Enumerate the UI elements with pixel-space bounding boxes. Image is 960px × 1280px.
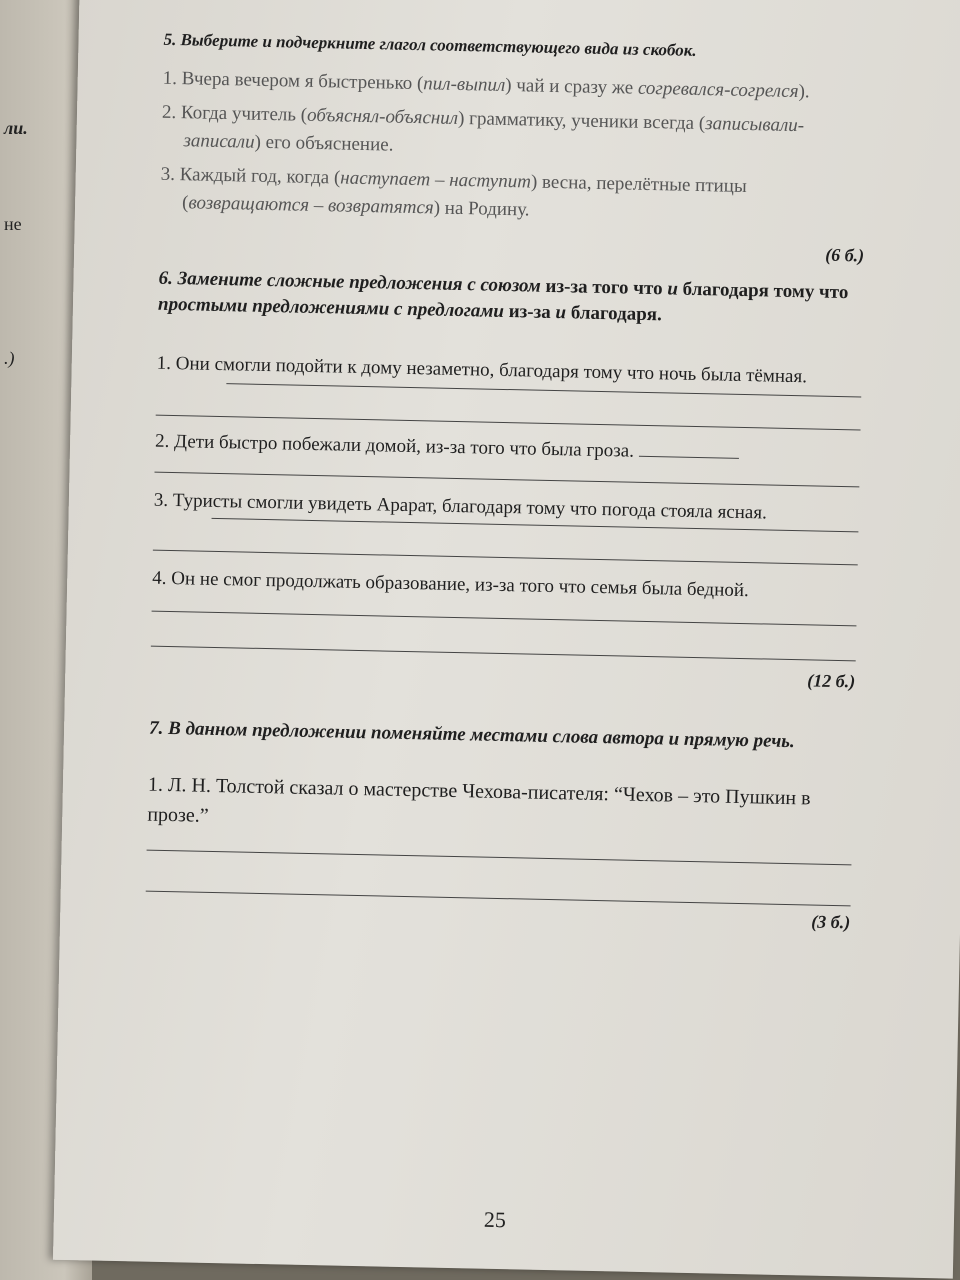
task-7-title: 7. В данном предложении поменяйте местами слова автора и прямую речь. [148, 717, 795, 753]
answer-line[interactable] [154, 472, 859, 488]
task-5-item-1: 1. Вчера вечером я быстренько (пил-выпил) чай и сразу же согревался-согрелся). [162, 67, 810, 103]
task-6-score: (12 б.) [807, 670, 856, 692]
answer-line[interactable] [153, 550, 858, 566]
answer-line[interactable] [147, 850, 852, 866]
task-5-item-3: 3. Каждый год, когда (наступает – наступит) весна, перелётные птицы (возвращаются – возвратятся) на Родину. [160, 163, 747, 221]
left-page-fragment: ли. [4, 118, 28, 138]
task-5 [159, 27, 869, 267]
page-number: 25 [483, 1206, 507, 1233]
task-7-item-1: 1. Л. Н. Толстой сказал о мастерстве Чехова-писателя: “Чехов – это Пушкин в прозе.” [147, 773, 811, 827]
task-6-item-1: 1. Они смогли подойти к дому незаметно, благодаря тому что ночь была тёмная. [156, 352, 808, 388]
left-page-fragment: не [4, 214, 22, 234]
task-5-score: (6 б.) [825, 244, 865, 266]
answer-line[interactable] [639, 442, 739, 459]
task-6-item-3: 3. Туристы смогли увидеть Арарат, благодаря тому что погода стояла ясная. [153, 489, 768, 524]
task-5-item-2: 2. Когда учитель (объяснял-объяснил) грамматику, ученики всегда (записывали-записали) его объяснение. [161, 101, 805, 156]
task-6-title: 6. Замените сложные предложения с союзом из-за того что и благодаря тому что простыми предложениями с предлогами из-за и благодаря. [157, 267, 849, 326]
task-6 [150, 266, 863, 693]
left-page-fragment: .) [4, 348, 15, 368]
task-6-item-2: 2. Дети быстро побежали домой, из-за того что была гроза. [155, 428, 860, 471]
answer-line[interactable] [152, 611, 857, 627]
task-6-item-4: 4. Он не смог продолжать образование, из-за того что семья была бедной. [152, 567, 749, 602]
task-7-score: (3 б.) [811, 911, 851, 933]
task-7 [145, 716, 854, 934]
workbook-page [53, 0, 960, 1279]
task-5-title: 5. Выберите и подчеркните глагол соответствующего вида из скобок. [163, 29, 697, 60]
page-content [145, 27, 869, 934]
answer-line[interactable] [156, 415, 861, 431]
